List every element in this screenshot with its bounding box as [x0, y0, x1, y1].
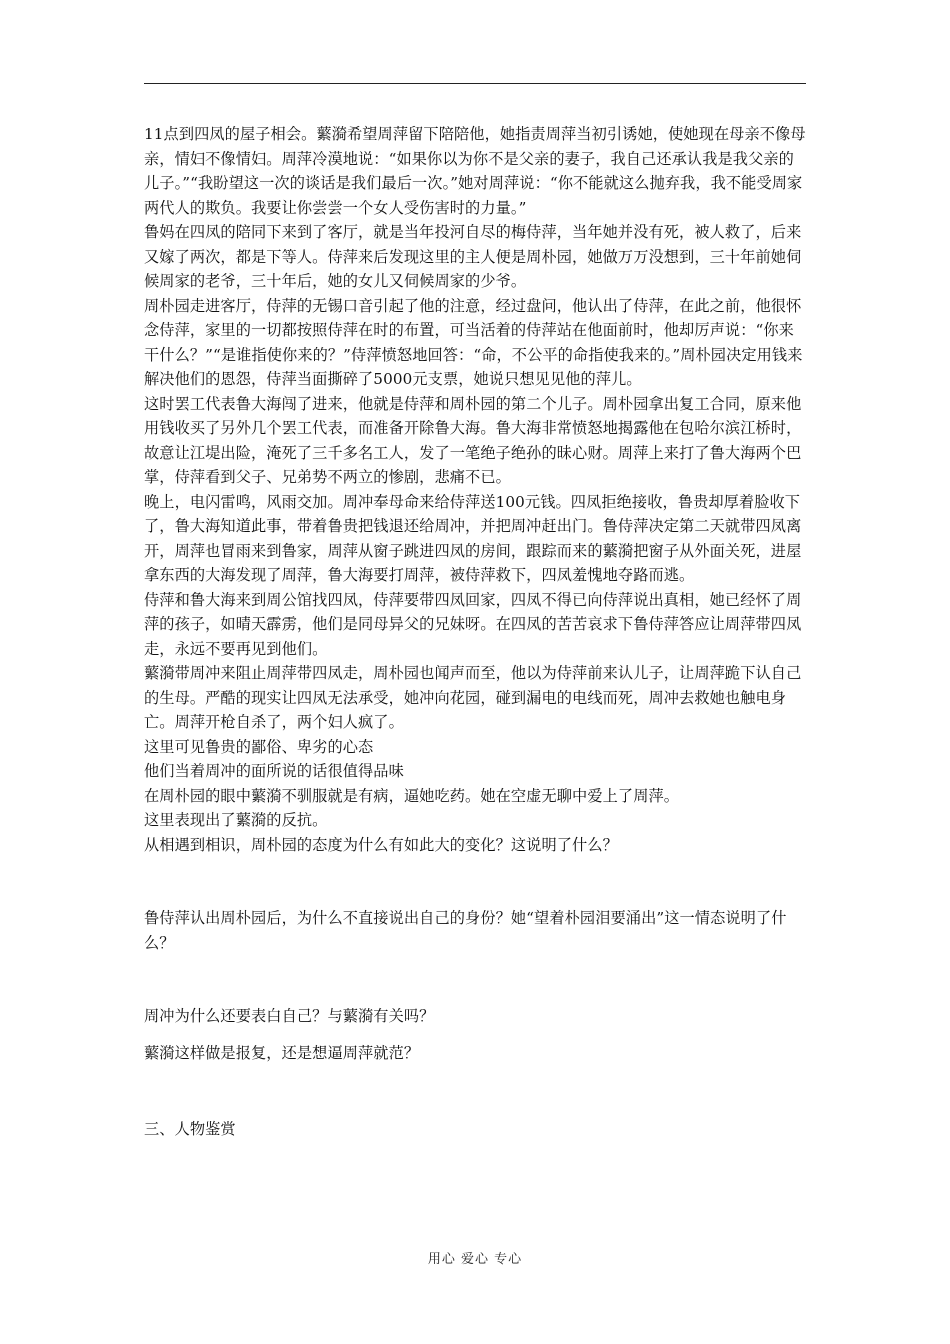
- header-rule: [144, 83, 806, 84]
- paragraph-5: 晚上，电闪雷鸣，风雨交加。周冲奉母命来给侍萍送100元钱。四凤拒绝接收，鲁贵却厚着脸收下了，鲁大海知道此事，带着鲁贵把钱退还给周冲，并把周冲赶出门。鲁侍萍决定第二天就带四凤离开，周萍也冒雨来到鲁家，周萍从窗子跳进四凤的房间，跟踪而来的蘩漪把窗子从外面关死，进屋拿东西的大海发现了周萍，鲁大海要打周萍，被侍萍救下，四凤羞愧地夺路而逃。: [144, 492, 802, 584]
- paragraph-1: 11点到四凤的屋子相会。蘩漪希望周萍留下陪陪他，她指责周萍当初引诱她，使她现在母亲不像母亲，情妇不像情妇。周萍冷漠地说：“如果你以为你不是父亲的妻子，我自己还承认我是我父亲的儿子。”“我盼望这一次的谈话是我们最后一次。”她对周萍说：“你不能就这么抛弃我，我不能受周家两代人的欺负。我要让你尝尝一个女人受伤害时的力量。”: [144, 125, 806, 217]
- paragraph-6: 侍萍和鲁大海来到周公馆找四凤，侍萍要带四凤回家，四凤不得已向侍萍说出真相，她已经怀了周萍的孩子，如晴天霹雳，他们是同母异父的兄妹呀。在四凤的苦苦哀求下鲁侍萍答应让周萍带四凤走，永远不要再见到他们。: [144, 590, 802, 658]
- question-2: 鲁侍萍认出周朴园后，为什么不直接说出自己的身份？她“望着朴园泪要涌出”这一情态说明了什么？: [144, 909, 787, 952]
- note-2: 他们当着周冲的面所说的话很值得品味: [144, 762, 404, 780]
- question-1: 从相遇到相识，周朴园的态度为什么有如此大的变化？这说明了什么？: [144, 835, 618, 854]
- note-4: 这里表现出了蘩漪的反抗。: [144, 811, 328, 829]
- paragraph-7: 蘩漪带周冲来阻止周萍带四凤走，周朴园也闻声而至，他以为侍萍前来认儿子，让周萍跪下认自己的生母。严酷的现实让四凤无法承受，她冲向花园，碰到漏电的电线而死，周冲去救她也触电身亡。周萍开枪自杀了，两个妇人疯了。: [144, 664, 802, 731]
- question-4: 蘩漪这样做是报复，还是想逼周萍就范？: [144, 1043, 420, 1062]
- page-footer: 用心 爱心 专心: [427, 1252, 523, 1267]
- note-3: 在周朴园的眼中蘩漪不驯服就是有病，逼她吃药。她在空虚无聊中爱上了周萍。: [144, 786, 680, 805]
- document-body: [144, 122, 808, 1142]
- paragraph-2: 鲁妈在四凤的陪同下来到了客厅，就是当年投河自尽的梅侍萍，当年她并没有死，被人救了，后来又嫁了两次，都是下等人。侍萍来后发现这里的主人便是周朴园，她做万万没想到，三十年前她伺候周家的老爷，三十年后，她的女儿又伺候周家的少爷。: [144, 223, 802, 290]
- paragraph-4: 这时罢工代表鲁大海闯了进来，他就是侍萍和周朴园的第二个儿子。周朴园拿出复工合同，原来他用钱收买了另外几个罢工代表，而准备开除鲁大海。鲁大海非常愤怒地揭露他在包哈尔滨江桥时，故意让江堤出险，淹死了三千多名工人，发了一笔绝子绝孙的昧心财。周萍上来打了鲁大海两个巴掌，侍萍看到父子、兄弟势不两立的惨剧，悲痛不已。: [144, 394, 802, 486]
- question-3: 周冲为什么还要表白自己？与蘩漪有关吗？: [144, 1007, 435, 1025]
- note-1: 这里可见鲁贵的鄙俗、卑劣的心态: [144, 737, 374, 756]
- paragraph-3: 周朴园走进客厅，侍萍的无锡口音引起了他的注意，经过盘问，他认出了侍萍，在此之前，他很怀念侍萍，家里的一切都按照侍萍在时的布置，可当活着的侍萍站在他面前时，他却厉声说：“你来干什么？”“是谁指使你来的？”侍萍愤怒地回答：“命，不公平的命指使我来的。”周朴园决定用钱来解决他们的恩怨，侍萍当面撕碎了5000元支票，她说只想见见他的萍儿。: [144, 296, 803, 388]
- section-heading: 三、人物鉴赏: [144, 1120, 236, 1138]
